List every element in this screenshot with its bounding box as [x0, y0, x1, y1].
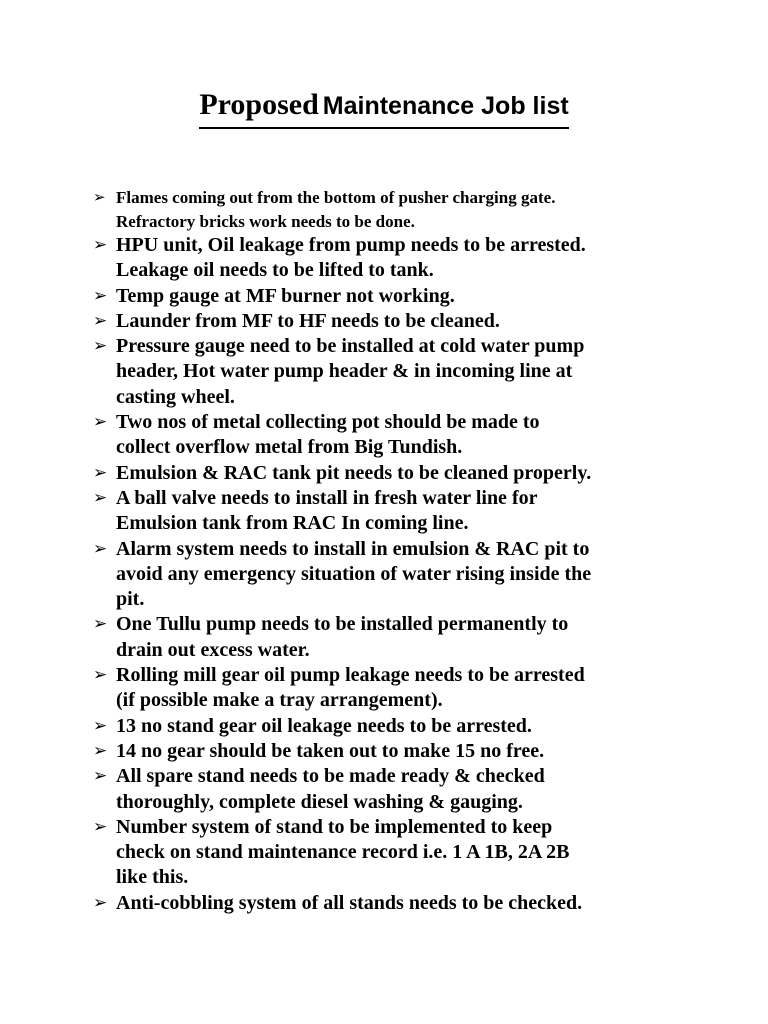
- job-list-item: [93, 764, 693, 815]
- arrow-bullet-icon: ➢: [93, 766, 108, 787]
- arrow-bullet-icon: ➢: [93, 487, 108, 508]
- job-item-line: thoroughly, complete diesel washing & gauging.: [116, 790, 523, 813]
- job-list-item: [93, 309, 693, 334]
- job-item-line: (if possible make a tray arrangement).: [116, 689, 443, 712]
- job-list-item: [93, 739, 693, 764]
- arrow-bullet-icon: ➢: [93, 310, 108, 331]
- arrow-bullet-icon: ➢: [93, 715, 108, 736]
- job-item-line: casting wheel.: [116, 385, 235, 408]
- job-item-line: check on stand maintenance record i.e. 1 A 1B, 2A 2B: [116, 841, 570, 864]
- job-item-line: Anti-cobbling system of all stands needs to be checked.: [116, 891, 583, 914]
- job-list-item: [93, 334, 693, 410]
- arrow-bullet-icon: ➢: [93, 462, 108, 483]
- job-item-line: Emulsion & RAC tank pit needs to be cleaned properly.: [116, 461, 592, 484]
- arrow-bullet-icon: ➢: [93, 188, 106, 206]
- arrow-bullet-icon: ➢: [93, 816, 108, 837]
- arrow-bullet-icon: ➢: [93, 665, 108, 686]
- job-item-line: Flames coming out from the bottom of pusher charging gate.: [116, 188, 556, 207]
- job-item-line: drain out excess water.: [116, 638, 310, 661]
- job-item-line: Refractory bricks work needs to be done.: [116, 211, 415, 231]
- job-item-line: 13 no stand gear oil leakage needs to be arrested.: [116, 714, 532, 737]
- arrow-bullet-icon: ➢: [93, 336, 108, 357]
- title-rest-text: Maintenance Job list: [322, 92, 569, 120]
- job-list-item: [93, 461, 693, 486]
- job-list-item: [93, 186, 693, 233]
- arrow-bullet-icon: ➢: [93, 285, 108, 306]
- job-item-line: 14 no gear should be taken out to make 15 no free.: [116, 739, 545, 762]
- job-item-line: Launder from MF to HF needs to be cleaned.: [116, 309, 500, 332]
- job-item-line: collect overflow metal from Big Tundish.: [116, 436, 463, 459]
- document-title: [0, 88, 768, 126]
- title-underlined-text: [199, 88, 568, 129]
- job-item-line: One Tullu pump needs to be installed permanently to: [116, 613, 569, 636]
- job-item-line: Pressure gauge need to be installed at cold water pump: [116, 335, 585, 358]
- job-list-item: [93, 663, 693, 714]
- arrow-bullet-icon: ➢: [93, 538, 108, 559]
- job-item-line: Number system of stand to be implemented to keep: [116, 815, 553, 838]
- arrow-bullet-icon: ➢: [93, 235, 108, 255]
- job-list-item: [93, 714, 693, 739]
- job-list-item: [93, 612, 693, 663]
- maintenance-job-list: [93, 186, 693, 916]
- job-item-line: header, Hot water pump header & in incoming line at: [116, 360, 573, 383]
- arrow-bullet-icon: ➢: [93, 892, 108, 913]
- arrow-bullet-icon: ➢: [93, 614, 108, 635]
- job-list-item: [93, 815, 693, 891]
- job-list-item: [93, 891, 693, 916]
- job-list-item: [93, 284, 693, 309]
- job-list-item: [93, 233, 693, 284]
- job-item-line: HPU unit, Oil leakage from pump needs to be arrested.: [116, 234, 586, 256]
- arrow-bullet-icon: ➢: [93, 740, 108, 761]
- job-item-line: avoid any emergency situation of water rising inside the: [116, 562, 592, 585]
- job-item-line: pit.: [116, 588, 145, 611]
- title-first-word: Proposed: [199, 88, 319, 121]
- arrow-bullet-icon: ➢: [93, 412, 108, 433]
- job-item-line: Rolling mill gear oil pump leakage needs to be arrested: [116, 664, 585, 687]
- job-item-line: Alarm system needs to install in emulsion & RAC pit to: [116, 537, 590, 560]
- job-item-line: All spare stand needs to be made ready & checked: [116, 765, 545, 788]
- job-item-line: A ball valve needs to install in fresh water line for: [116, 486, 538, 509]
- job-item-line: Temp gauge at MF burner not working.: [116, 284, 455, 307]
- job-item-line: Emulsion tank from RAC In coming line.: [116, 512, 469, 535]
- job-list-item: [93, 486, 693, 537]
- job-list-item: [93, 410, 693, 461]
- job-item-line: Two nos of metal collecting pot should be made to: [116, 411, 540, 434]
- job-item-line: like this.: [116, 866, 189, 889]
- job-list-item: [93, 537, 693, 613]
- job-item-line: Leakage oil needs to be lifted to tank.: [116, 259, 434, 282]
